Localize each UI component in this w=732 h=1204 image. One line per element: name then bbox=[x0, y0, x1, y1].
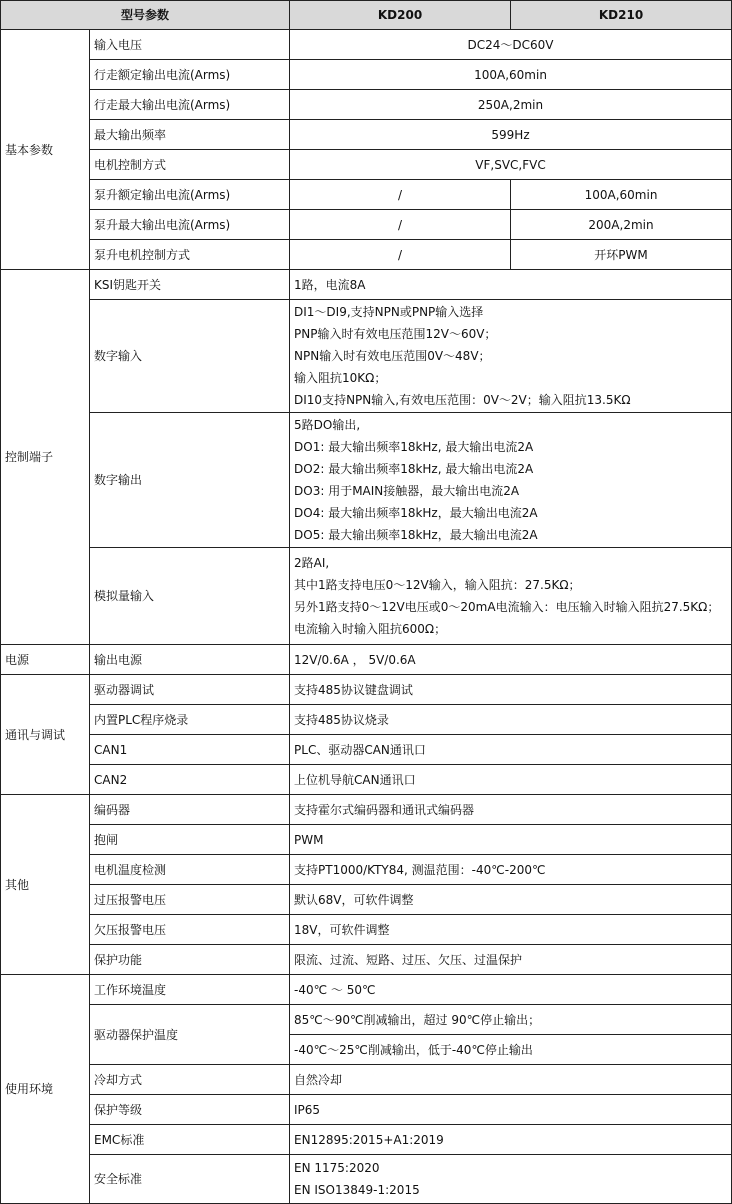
param-value: EN12895:2015+A1:2019 bbox=[290, 1125, 732, 1155]
value-line: 5路DO输出, bbox=[294, 418, 361, 432]
table-row bbox=[1, 30, 732, 60]
table-row bbox=[1, 413, 732, 548]
param-value: 100A,60min bbox=[290, 60, 732, 90]
table-row bbox=[1, 1155, 732, 1204]
table-row bbox=[1, 120, 732, 150]
param-header: 型号参数 bbox=[1, 1, 290, 30]
param-value: 85℃～90℃削减输出，超过 90℃停止输出； bbox=[290, 1005, 732, 1035]
param-value: 599Hz bbox=[290, 120, 732, 150]
table-row bbox=[1, 675, 732, 705]
param-name: 电机温度检测 bbox=[90, 855, 290, 885]
model-kd210-header: KD210 bbox=[511, 1, 732, 30]
value-line: DO5: 最大输出频率18kHz，最大输出电流2A bbox=[294, 528, 538, 542]
kd200-value: / bbox=[290, 240, 511, 270]
value-line: EN ISO13849-1:2015 bbox=[294, 1183, 420, 1197]
table-row bbox=[1, 270, 732, 300]
param-name: 安全标准 bbox=[90, 1155, 290, 1204]
value-line: 2路AI, bbox=[294, 556, 330, 570]
param-name: 数字输入 bbox=[90, 300, 290, 413]
param-name: 最大输出频率 bbox=[90, 120, 290, 150]
value-line: 另外1路支持0～12V电压或0～20mA电流输入：电压输入时输入阻抗27.5KΩ；电流输入时输入阻抗600Ω； bbox=[294, 600, 720, 636]
value-line: DO3: 用于MAIN接触器，最大输出电流2A bbox=[294, 484, 520, 498]
table-row bbox=[1, 825, 732, 855]
table-row bbox=[1, 150, 732, 180]
table-row bbox=[1, 705, 732, 735]
param-value: 默认68V，可软件调整 bbox=[290, 885, 732, 915]
param-value: 自然冷却 bbox=[290, 1065, 732, 1095]
table-row bbox=[1, 1065, 732, 1095]
table-row bbox=[1, 945, 732, 975]
category-env: 使用环境 bbox=[1, 975, 90, 1204]
table-row bbox=[1, 60, 732, 90]
table-row bbox=[1, 645, 732, 675]
category-power: 电源 bbox=[1, 645, 90, 675]
param-value: 支持霍尔式编码器和通讯式编码器 bbox=[290, 795, 732, 825]
category-comm: 通讯与调试 bbox=[1, 675, 90, 795]
param-value: 支持485协议键盘调试 bbox=[290, 675, 732, 705]
value-line: PNP输入时有效电压范围12V～60V； bbox=[294, 327, 497, 341]
param-value: 上位机导航CAN通讯口 bbox=[290, 765, 732, 795]
table-row bbox=[1, 210, 732, 240]
safety-values bbox=[290, 1155, 732, 1204]
param-name: 保护等级 bbox=[90, 1095, 290, 1125]
param-value: DC24～DC60V bbox=[290, 30, 732, 60]
table-row bbox=[1, 548, 732, 645]
digital-output-values bbox=[290, 413, 732, 548]
table-row bbox=[1, 90, 732, 120]
param-name: 冷却方式 bbox=[90, 1065, 290, 1095]
model-kd200-header: KD200 bbox=[290, 1, 511, 30]
param-name: 输出电源 bbox=[90, 645, 290, 675]
param-name: KSI钥匙开关 bbox=[90, 270, 290, 300]
param-value: 支持PT1000/KTY84, 测温范围：-40℃-200℃ bbox=[290, 855, 732, 885]
kd210-value: 200A,2min bbox=[511, 210, 732, 240]
digital-input-values bbox=[290, 300, 732, 413]
param-name: CAN2 bbox=[90, 765, 290, 795]
param-name: 泵升电机控制方式 bbox=[90, 240, 290, 270]
kd210-value: 100A,60min bbox=[511, 180, 732, 210]
param-value: PLC、驱动器CAN通讯口 bbox=[290, 735, 732, 765]
param-name: 行走额定输出电流(Arms) bbox=[90, 60, 290, 90]
value-line: DI1～DI9,支持NPN或PNP输入选择 bbox=[294, 305, 484, 319]
value-line: DO1: 最大输出频率18kHz, 最大输出电流2A bbox=[294, 440, 534, 454]
param-value: IP65 bbox=[290, 1095, 732, 1125]
category-basic: 基本参数 bbox=[1, 30, 90, 270]
table-row bbox=[1, 855, 732, 885]
param-name: 抱闸 bbox=[90, 825, 290, 855]
table-row bbox=[1, 765, 732, 795]
table-row bbox=[1, 300, 732, 413]
param-name: 驱动器保护温度 bbox=[90, 1005, 290, 1065]
param-name: 输入电压 bbox=[90, 30, 290, 60]
value-line: NPN输入时有效电压范围0V～48V； bbox=[294, 349, 491, 363]
param-name: 模拟量输入 bbox=[90, 548, 290, 645]
table-row bbox=[1, 1005, 732, 1035]
param-name: 工作环境温度 bbox=[90, 975, 290, 1005]
kd200-value: / bbox=[290, 210, 511, 240]
param-name: 泵升最大输出电流(Arms) bbox=[90, 210, 290, 240]
value-line: DI10支持NPN输入,有效电压范围：0V～2V；输入阻抗13.5KΩ bbox=[294, 393, 631, 407]
value-line: 输入阻抗10KΩ； bbox=[294, 371, 387, 385]
table-row bbox=[1, 885, 732, 915]
table-row bbox=[1, 975, 732, 1005]
value-line: EN 1175:2020 bbox=[294, 1161, 380, 1175]
category-control: 控制端子 bbox=[1, 270, 90, 645]
table-row bbox=[1, 240, 732, 270]
category-other: 其他 bbox=[1, 795, 90, 975]
param-value: 限流、过流、短路、过压、欠压、过温保护 bbox=[290, 945, 732, 975]
param-value: -40℃～25℃削减输出，低于-40℃停止输出 bbox=[290, 1035, 732, 1065]
param-value: 支持485协议烧录 bbox=[290, 705, 732, 735]
param-value: 12V/0.6A ， 5V/0.6A bbox=[290, 645, 732, 675]
param-name: 数字输出 bbox=[90, 413, 290, 548]
param-name: 编码器 bbox=[90, 795, 290, 825]
table-row bbox=[1, 1125, 732, 1155]
param-name: 电机控制方式 bbox=[90, 150, 290, 180]
param-name: EMC标准 bbox=[90, 1125, 290, 1155]
kd210-value: 开环PWM bbox=[511, 240, 732, 270]
value-line: DO4: 最大输出频率18kHz，最大输出电流2A bbox=[294, 506, 538, 520]
param-name: 欠压报警电压 bbox=[90, 915, 290, 945]
param-name: 过压报警电压 bbox=[90, 885, 290, 915]
table-row bbox=[1, 1095, 732, 1125]
param-name: 保护功能 bbox=[90, 945, 290, 975]
param-value: VF,SVC,FVC bbox=[290, 150, 732, 180]
param-name: 内置PLC程序烧录 bbox=[90, 705, 290, 735]
value-line: 其中1路支持电压0～12V输入，输入阻抗：27.5KΩ； bbox=[294, 578, 581, 592]
kd200-value: / bbox=[290, 180, 511, 210]
param-value: 18V，可软件调整 bbox=[290, 915, 732, 945]
table-row bbox=[1, 180, 732, 210]
param-value: 1路，电流8A bbox=[290, 270, 732, 300]
param-value: 250A,2min bbox=[290, 90, 732, 120]
table-row bbox=[1, 795, 732, 825]
value-line: DO2: 最大输出频率18kHz, 最大输出电流2A bbox=[294, 462, 534, 476]
param-name: CAN1 bbox=[90, 735, 290, 765]
analog-input-values bbox=[290, 548, 732, 645]
header-row bbox=[1, 1, 732, 30]
param-value: PWM bbox=[290, 825, 732, 855]
param-name: 泵升额定输出电流(Arms) bbox=[90, 180, 290, 210]
table-row bbox=[1, 915, 732, 945]
table-row bbox=[1, 735, 732, 765]
param-name: 驱动器调试 bbox=[90, 675, 290, 705]
param-name: 行走最大输出电流(Arms) bbox=[90, 90, 290, 120]
param-value: -40℃ ～ 50℃ bbox=[290, 975, 732, 1005]
